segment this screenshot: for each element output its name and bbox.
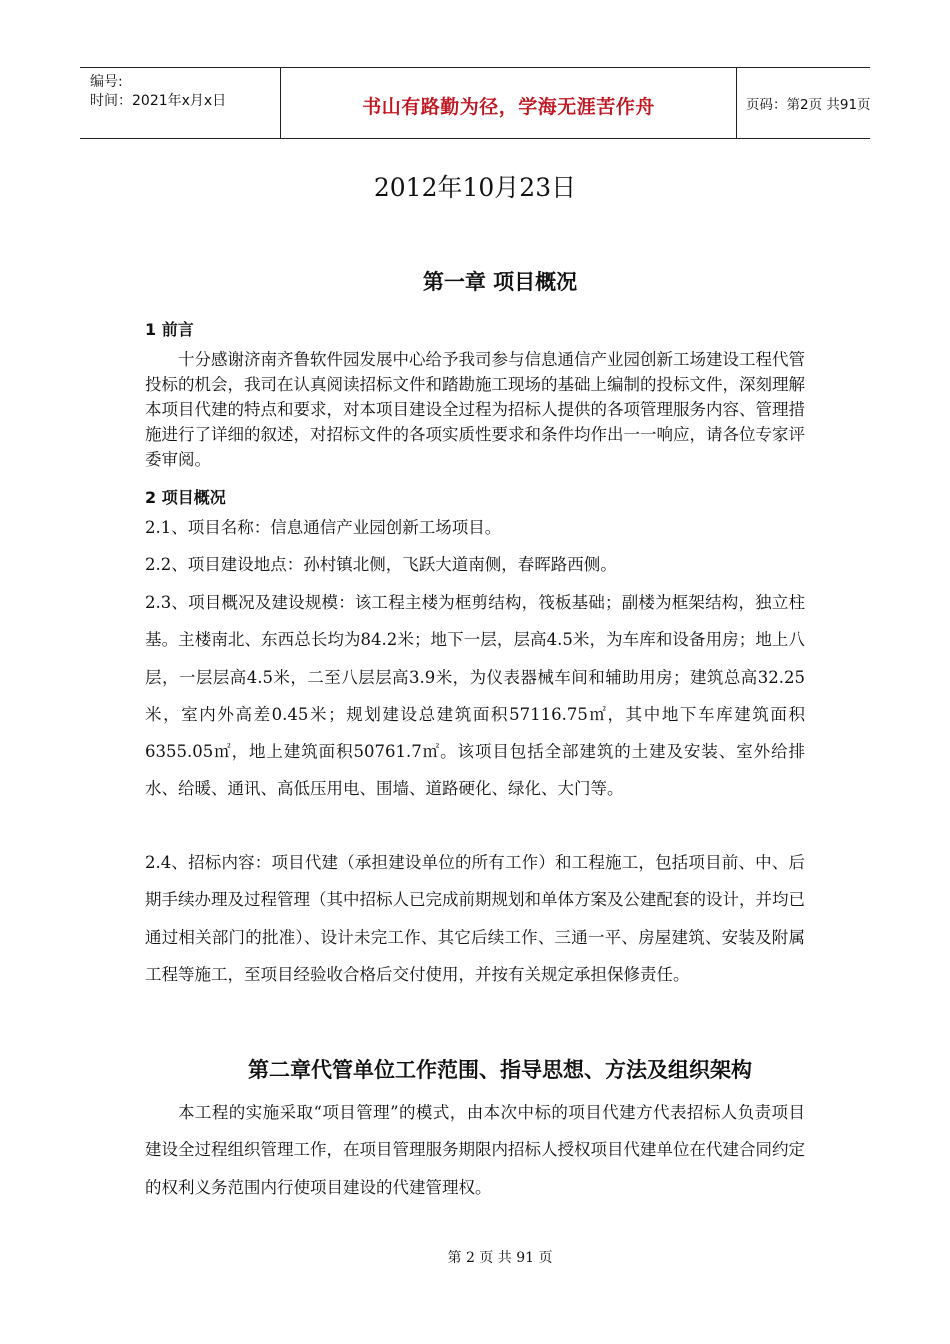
header-motto-cell — [280, 68, 737, 138]
section2-title: 2 项目概况 — [145, 488, 226, 507]
section1-title: 1 前言 — [145, 320, 194, 339]
date-line: 2012年10月23日 — [373, 173, 577, 202]
chapter2-intro: 本工程的实施采取“项目管理”的模式，由本次中标的项目代建方代表招标人负责项目建设全过程组织管理工作，在项目管理服务期限内招标人授权项目代建单位在代建合同约定的权利义务范围内行使项目建设的代建管理权。 — [145, 1103, 805, 1197]
page-header — [80, 67, 870, 139]
header-motto: 书山有路勤为径，学海无涯苦作舟 — [362, 95, 655, 118]
item-2-4: 2.4、招标内容：项目代建（承担建设单位的所有工作）和工程施工，包括项目前、中、后期手续办理及过程管理（其中招标人已完成前期规划和单体方案及公建配套的设计，并均已通过相关部门的批准）、设计未完工作、其它后续工作、三通一平、房屋建筑、安装及附属工程等施工，至项目经验收合格后交付使用，并按有关规定承担保修责任。 — [145, 853, 805, 984]
chapter2-title: 第二章代管单位工作范围、指导思想、方法及组织架构 — [248, 1058, 752, 1082]
time-label: 时间：2021年x月x日 — [90, 93, 227, 109]
number-label: 编号: — [90, 74, 123, 90]
section1-paragraph: 十分感谢济南齐鲁软件园发展中心给予我司参与信息通信产业园创新工场建设工程代管投标的机会，我司在认真阅读招标文件和踏勘施工现场的基础上编制的投标文件，深刻理解本项目代建的特点和要求，对本项目建设全过程为招标人提供的各项管理服务内容、管理措施进行了详细的叙述，对招标文件的各项实质性要求和条件均作出一一响应，请各位专家评委审阅。 — [145, 350, 805, 469]
item-2-1: 2.1、项目名称：信息通信产业园创新工场项目。 — [145, 518, 502, 537]
page-footer: 第 2 页 共 91 页 — [447, 1250, 553, 1266]
item-2-2: 2.2、项目建设地点：孙村镇北侧，飞跃大道南侧，春晖路西侧。 — [145, 555, 617, 574]
header-page-info: 页码：第2页 共91页 — [746, 97, 871, 113]
chapter1-title: 第一章 项目概况 — [422, 270, 578, 294]
header-meta — [80, 68, 280, 138]
item-2-3: 2.3、项目概况及建设规模：该工程主楼为框剪结构，筏板基础；副楼为框架结构，独立柱基。主楼南北、东西总长均为84.2米；地下一层，层高4.5米，为车库和设备用房；地上八层，一层层高4.5米，二至八层层高3.9米，为仪表器械车间和辅助用房；建筑总高32.25米，室内外高差0.45米；规划建设总建筑面积57116.75㎡，其中地下车库建筑面积6355.05㎡，地上建筑面积50761.7㎡。该项目包括全部建筑的土建及安装、室外给排水、给暖、通讯、高低压用电、围墙、道路硬化、绿化、大门等。 — [145, 593, 805, 799]
